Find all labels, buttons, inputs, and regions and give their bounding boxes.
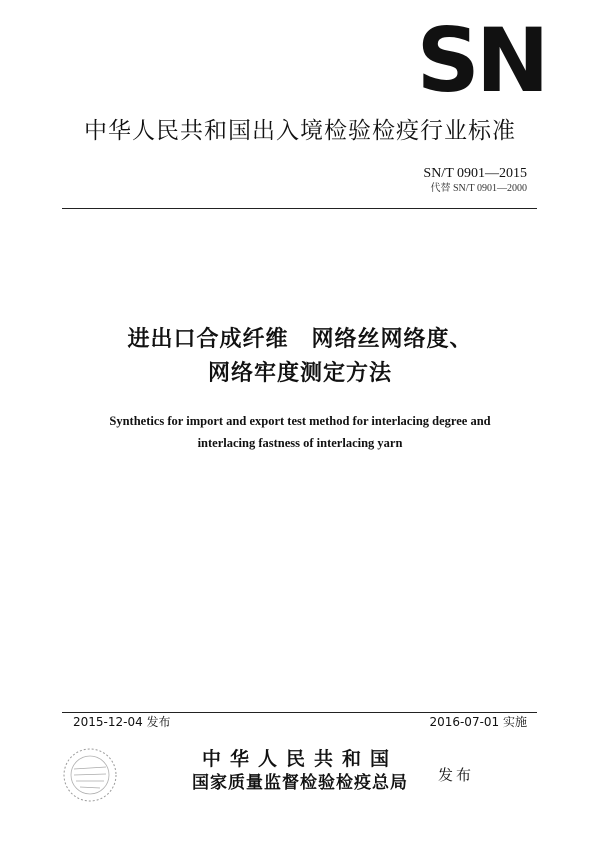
standard-number: SN/T 0901—2015 <box>423 166 527 181</box>
footer-divider <box>62 712 537 713</box>
standard-code-block <box>423 166 527 195</box>
stamp-graphic <box>62 747 118 803</box>
issuing-body-line-1: 中华人民共和国 <box>201 748 398 770</box>
english-title-line-1: Synthetics for import and export test method for interlacing degree and <box>109 414 491 428</box>
issuing-body-line-2: 国家质量监督检验检疫总局 <box>192 773 408 793</box>
publish-label: 发布 <box>438 766 475 784</box>
replaced-standard: 代替 SN/T 0901—2000 <box>430 183 527 194</box>
sn-logo-text: SN <box>416 19 546 99</box>
issue-date: 2015-12-04 发布 <box>73 715 171 729</box>
english-title <box>70 410 530 454</box>
chinese-title <box>0 323 600 391</box>
implementation-date: 2016-07-01 实施 <box>429 715 527 729</box>
sn-logo <box>396 19 566 99</box>
watermark-stamp <box>62 747 118 803</box>
chinese-title-line-2: 网络牢度测定方法 <box>207 361 392 386</box>
english-title-line-2: interlacing fastness of interlacing yarn <box>197 436 403 450</box>
header-divider <box>62 208 537 209</box>
issuing-authority-heading: 中华人民共和国出入境检验检疫行业标准 <box>84 118 516 144</box>
chinese-title-line-1: 进出口合成纤维 网络丝网络度、 <box>127 327 473 352</box>
sn-logo-graphic <box>396 19 566 99</box>
issuing-body <box>170 747 430 795</box>
